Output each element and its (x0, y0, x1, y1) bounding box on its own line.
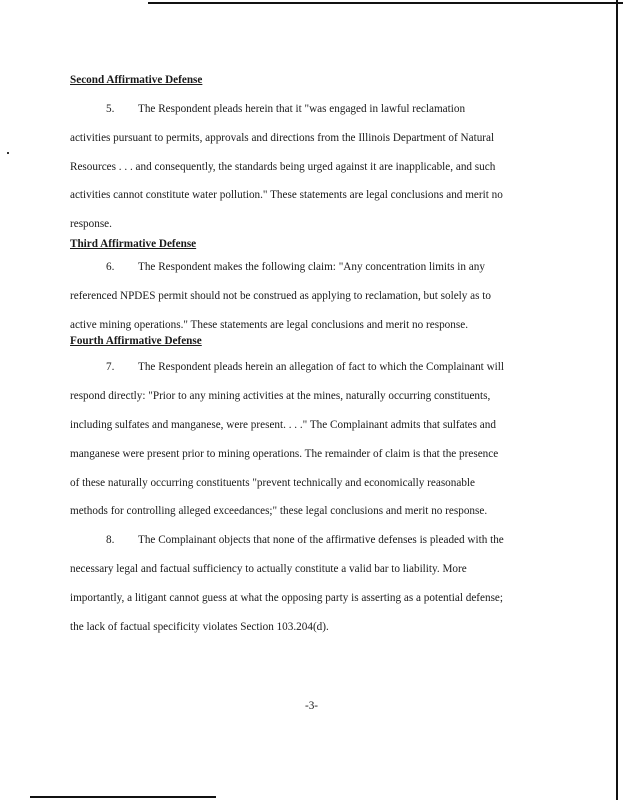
paragraph-line: activities pursuant to permits, approvals and directions from the Illinois Department of Natural (70, 131, 495, 144)
scan-speck (7, 152, 9, 154)
paragraph-line: necessary legal and factual sufficiency to actually constitute a valid bar to liability. More (70, 562, 467, 575)
paragraph-line: of these naturally occurring constituents "prevent technically and economically reasonable (70, 476, 475, 489)
paragraph-line: 5. The Respondent pleads herein that it "was engaged in lawful reclamation (70, 95, 550, 124)
paragraph-line: 7. The Respondent pleads herein an allegation of fact to which the Complainant will (70, 353, 550, 382)
paragraph-line: respond directly: "Prior to any mining activities at the mines, naturally occurring constituents, (70, 390, 491, 403)
paragraph-line: Resources . . . and consequently, the standards being urged against it are inapplicable, and such (70, 160, 496, 173)
paragraph-line: manganese were present prior to mining operations. The remainder of claim is that the presence (70, 447, 499, 460)
section-heading-third-defense: Third Affirmative Defense (70, 237, 197, 250)
paragraph-number: 5. (106, 103, 115, 115)
paragraph-line: 8. The Complainant objects that none of the affirmative defenses is pleaded with the (70, 526, 550, 555)
paragraph-5 (70, 95, 550, 239)
scan-border-bottom (30, 796, 216, 798)
paragraph-line: activities cannot constitute water pollution." These statements are legal conclusions and merit no (70, 189, 503, 202)
scan-border-right (616, 0, 618, 800)
paragraph-6 (70, 253, 550, 339)
paragraph-number: 8. (106, 534, 115, 547)
paragraph-line: active mining operations." These statements are legal conclusions and merit no response. (70, 318, 468, 331)
paragraph-8 (70, 526, 550, 641)
paragraph-line: including sulfates and manganese, were present. . . ." The Complainant admits that sulfates and (70, 418, 496, 431)
paragraph-line: response. (70, 218, 112, 231)
paragraph-7 (70, 353, 550, 526)
paragraph-number: 6. (106, 260, 115, 273)
paragraph-line: 6. The Respondent makes the following claim: "Any concentration limits in any (70, 253, 550, 282)
page-number: -3- (304, 700, 319, 712)
paragraph-number: 7. (106, 361, 115, 374)
paragraph-line: referenced NPDES permit should not be construed as applying to reclamation, but solely as to (70, 289, 491, 302)
paragraph-line: methods for controlling alleged exceedances;" these legal conclusions and merit no response. (70, 505, 488, 518)
document-body (70, 64, 550, 641)
section-heading-second-defense: Second Affirmative Defense (70, 74, 203, 86)
section-heading-fourth-defense: Fourth Affirmative Defense (70, 335, 202, 348)
scan-border-top (148, 2, 623, 4)
paragraph-line: the lack of factual specificity violates Section 103.204(d). (70, 620, 329, 633)
paragraph-line: importantly, a litigant cannot guess at what the opposing party is asserting as a potential defense; (70, 591, 503, 604)
